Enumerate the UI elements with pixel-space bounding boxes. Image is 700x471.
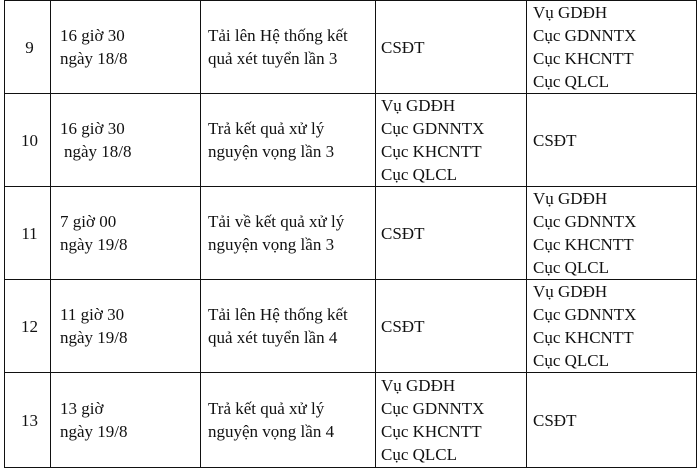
coop-cell: Vụ GDĐH Cục GDNNTX Cục KHCNTT Cục QLCL — [527, 1, 697, 94]
time-cell: 13 giờ ngày 19/8 — [51, 373, 201, 468]
host-cell: CSĐT — [376, 1, 527, 94]
time-cell: 11 giờ 30 ngày 19/8 — [51, 280, 201, 373]
table-row — [5, 1, 697, 94]
coop-cell: CSĐT — [527, 373, 697, 468]
time-cell: 16 giờ 30 ngày 18/8 — [51, 1, 201, 94]
table-row — [5, 373, 697, 468]
host-cell: Vụ GDĐH Cục GDNNTX Cục KHCNTT Cục QLCL — [376, 373, 527, 468]
host-cell: CSĐT — [376, 187, 527, 280]
time-cell: 16 giờ 30 ngày 18/8 — [51, 94, 201, 187]
row-number: 9 — [5, 1, 51, 94]
row-number: 12 — [5, 280, 51, 373]
schedule-table — [4, 0, 697, 468]
time-cell: 7 giờ 00 ngày 19/8 — [51, 187, 201, 280]
row-number: 10 — [5, 94, 51, 187]
host-cell: CSĐT — [376, 280, 527, 373]
coop-cell: Vụ GDĐH Cục GDNNTX Cục KHCNTT Cục QLCL — [527, 280, 697, 373]
coop-cell: CSĐT — [527, 94, 697, 187]
table-row — [5, 280, 697, 373]
coop-cell: Vụ GDĐH Cục GDNNTX Cục KHCNTT Cục QLCL — [527, 187, 697, 280]
task-cell: Tải lên Hệ thống kết quả xét tuyển lần 4 — [201, 280, 376, 373]
row-number: 13 — [5, 373, 51, 468]
row-number: 11 — [5, 187, 51, 280]
task-cell: Trả kết quả xử lý nguyện vọng lần 4 — [201, 373, 376, 468]
task-cell: Tải lên Hệ thống kết quả xét tuyển lần 3 — [201, 1, 376, 94]
table-row — [5, 187, 697, 280]
task-cell: Tải về kết quả xử lý nguyện vọng lần 3 — [201, 187, 376, 280]
task-cell: Trả kết quả xử lý nguyện vọng lần 3 — [201, 94, 376, 187]
host-cell: Vụ GDĐH Cục GDNNTX Cục KHCNTT Cục QLCL — [376, 94, 527, 187]
table-row — [5, 94, 697, 187]
